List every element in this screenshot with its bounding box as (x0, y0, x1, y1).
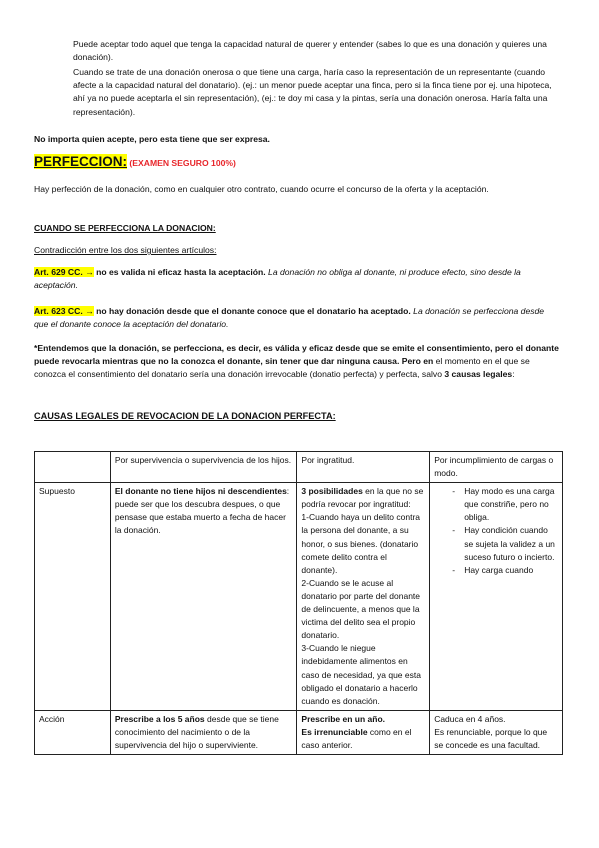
intro-paragraph-2: Cuando se trate de una donación onerosa o que tiene una carga, haría caso la representación de un representante (cuando afecte a la capacidad natural del donatario). (ej.: un menor puede aceptar una finca, pero si la finca tiene por ej. una hipoteca, ahí ya no puede aceptarla el sin representación), (ej.: te doy mi casa y la pintas, sería una donación onerosa. Haría falta una representación). (73, 67, 552, 117)
art-623-bold-text: no hay donación desde que el donante conoce que el donatario ha aceptado. (93, 306, 411, 316)
list-item: - Hay carga cuando (434, 564, 558, 577)
art-629-reference: Art. 629 CC. → (34, 267, 94, 277)
perfeccion-text: Hay perfección de la donación, como en cualquier otro contrato, cuando ocurre el concurso de la oferta y la aceptación. (34, 184, 489, 194)
cell-text: desde que se tiene conocimiento del nacimiento o de la supervivencia del hijo o superviviente. (114, 713, 279, 750)
ingratitud-case: 3-Cuando le niegue indebidamente alimentos en caso de necesidad, ya que esta obligado el donatario a hacerlo cuando es donación. (301, 643, 421, 706)
revocation-table (34, 451, 563, 755)
art-629-paragraph (34, 266, 556, 292)
supervivencia-supuesto-cell (110, 483, 297, 711)
ingratitud-supuesto-cell (297, 483, 430, 711)
cell-text: en la que no se podría revocar por ingratitud: (301, 486, 424, 510)
art-623-paragraph (34, 305, 556, 331)
ingratitud-case: 2-Cuando se le acuse al donatario por parte del donante de delincuente, a menos que la victima del delito sea el propio donatario. (301, 577, 421, 641)
table-header-row (35, 452, 563, 483)
list-item: - Hay modo es una carga que constriñe, pero no obliga. (434, 485, 558, 524)
row-label: Acción (35, 710, 111, 754)
incumplimiento-list (434, 485, 558, 577)
exam-tag: (EXAMEN SEGURO 100%) (129, 158, 236, 168)
cuando-heading: CUANDO SE PERFECCIONA LA DONACION: (34, 223, 216, 233)
perfeccion-heading (34, 155, 564, 170)
note-end: : (512, 369, 515, 380)
cell-bold-text: 3 posibilidades (301, 486, 363, 497)
cell-text: como en el caso anterior. (301, 726, 412, 750)
art-623-reference: Art. 623 CC. → (34, 306, 94, 316)
note-paragraph (34, 342, 564, 382)
causas-heading: CAUSAS LEGALES DE REVOCACION DE LA DONACION PERFECTA: (34, 411, 336, 421)
note-bold-text: *Entendemos que la donación, se perfecciona, es decir, es válida y eficaz desde que se emite el consentimiento, pero el donante puede revocarla mientras que no la conozca el donante, sin tener que dar ninguna causa. Pero en (34, 343, 559, 367)
cell-bold-text: El donante no tiene hijos ni descendientes (114, 486, 287, 497)
perfeccion-title: PERFECCION: (34, 154, 128, 169)
table-header-cell: Por supervivencia o supervivencia de los hijos. (110, 452, 297, 483)
art-623-italic-text: La donación se perfecciona desde que el donante conoce la aceptación del donatario. (34, 306, 545, 330)
cell-text: Caduca en 4 años. (434, 713, 506, 724)
ingratitud-case: 1-Cuando haya un delito contra la persona del donante, a su honor, o sus bienes. (donatario comete delito contra el donante). (301, 512, 421, 575)
incumplimiento-accion-cell (430, 710, 563, 754)
table-row-supuesto (35, 483, 563, 711)
contradiccion-subheading: Contradicción entre los dos siguientes artículos: (34, 245, 217, 255)
table-row-accion (35, 710, 563, 754)
incumplimiento-supuesto-cell (430, 483, 563, 711)
note-text: el momento en el que se conozca el consentimiento del donatario sería una donación irrevocable (donatio perfecta) y perfecta, salvo (34, 356, 530, 380)
table-header-cell (35, 452, 111, 483)
cell-bold-text: Es irrenunciable (301, 726, 368, 737)
art-629-italic-text: La donación no obliga al donante, ni produce efecto, sino desde la aceptación. (34, 267, 521, 291)
ingratitud-accion-cell (297, 710, 430, 754)
intro-paragraph-3: No importa quien acepte, pero esta tiene que ser expresa. (34, 134, 270, 144)
art-629-bold-text: no es valida ni eficaz hasta la aceptación. (93, 267, 266, 277)
table-header-cell: Por incumplimiento de cargas o modo. (430, 452, 563, 483)
table-header-cell: Por ingratitud. (297, 452, 430, 483)
note-bold-causes: 3 causas legales (444, 369, 513, 380)
cell-text: Es renunciable, porque lo que se concede es una facultad. (434, 726, 548, 750)
list-item: - Hay condición cuando se sujeta la validez a un suceso futuro o incierto. (434, 524, 558, 563)
cell-text: : puede ser que los descubra despues, o que pensase que estaba muerto a fecha de hacer la donación. (114, 486, 290, 536)
cell-bold-text: Prescribe en un año. (301, 713, 386, 724)
row-label: Supuesto (35, 483, 111, 711)
cell-bold-text: Prescribe a los 5 años (114, 713, 205, 724)
intro-paragraph-1: Puede aceptar todo aquel que tenga la capacidad natural de querer y entender (sabes lo que es una donación y quieres una donación). (73, 39, 547, 63)
supervivencia-accion-cell (110, 710, 297, 754)
